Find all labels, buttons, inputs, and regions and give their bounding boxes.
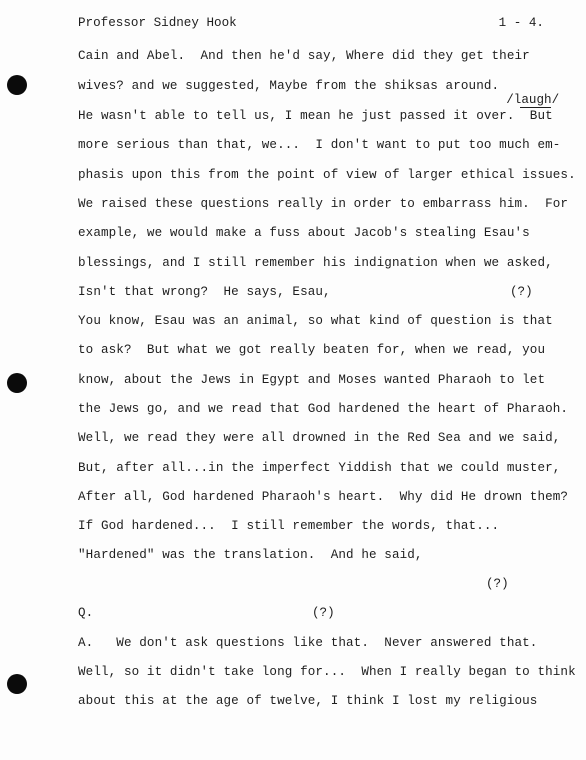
text-line: know, about the Jews in Egypt and Moses wanted Pharaoh to let xyxy=(78,373,546,387)
text-line: Well, so it didn't take long for... When I really began to think xyxy=(78,665,576,679)
binder-hole-middle xyxy=(7,373,27,393)
text-line: Well, we read they were all drowned in the Red Sea and we said, xyxy=(78,431,561,445)
page-number: 1 - 4. xyxy=(498,16,544,30)
laugh-annotation: /laugh/ xyxy=(506,93,560,107)
text-line: If God hardened... I still remember the words, that... xyxy=(78,519,500,533)
text-line: You know, Esau was an animal, so what kind of question is that xyxy=(78,314,553,328)
uncertain-mark: (?) xyxy=(312,606,335,620)
text-line: example, we would make a fuss about Jacob's stealing Esau's xyxy=(78,226,530,240)
text-line: After all, God hardened Pharaoh's heart. Why did He drown them? xyxy=(78,490,569,504)
text-line: Isn't that wrong? He says, Esau, xyxy=(78,285,331,299)
text-line: the Jews go, and we read that God hardened the heart of Pharaoh. xyxy=(78,402,569,416)
text-line: about this at the age of twelve, I think I lost my religious xyxy=(78,694,538,708)
question-label: Q. xyxy=(78,606,94,620)
text-line: more serious than that, we... I don't want to put too much em- xyxy=(78,138,561,152)
text-line: phasis upon this from the point of view of larger ethical issues. xyxy=(78,168,576,182)
text-line: "Hardened" was the translation. And he said, xyxy=(78,548,423,562)
uncertain-mark: (?) xyxy=(486,577,509,591)
binder-hole-top xyxy=(7,75,27,95)
uncertain-mark: (?) xyxy=(510,285,533,299)
binder-hole-bottom xyxy=(7,674,27,694)
answer-line: A. We don't ask questions like that. Never answered that. xyxy=(78,636,538,650)
text-line: But, after all...in the imperfect Yiddish that we could muster, xyxy=(78,461,561,475)
text-line: He wasn't able to tell us, I mean he just passed it over. But xyxy=(78,109,553,123)
speaker-header: Professor Sidney Hook xyxy=(78,16,237,30)
text-line: We raised these questions really in order to embarrass him. For xyxy=(78,197,569,211)
text-line: to ask? But what we got really beaten for, when we read, you xyxy=(78,343,546,357)
text-line: Cain and Abel. And then he'd say, Where did they get their xyxy=(78,49,530,63)
text-line: blessings, and I still remember his indignation when we asked, xyxy=(78,256,553,270)
text-line: wives? and we suggested, Maybe from the shiksas around. xyxy=(78,79,500,93)
